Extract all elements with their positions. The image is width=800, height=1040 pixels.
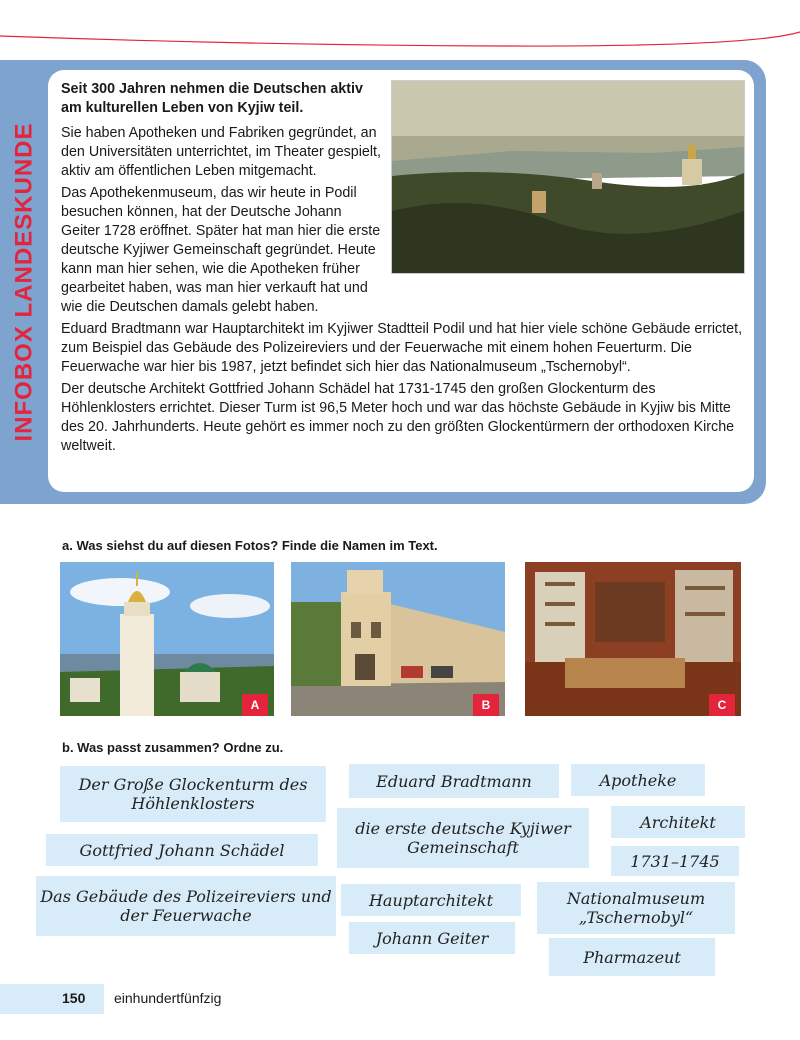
page-number-box xyxy=(0,984,104,1014)
match-card[interactable]: Hauptarchitekt xyxy=(341,884,521,916)
photo-label-a: A xyxy=(242,694,268,716)
photo-label-c: C xyxy=(709,694,735,716)
match-card[interactable]: Der Große Glockenturm des Höhlenklosters xyxy=(60,766,326,822)
match-card[interactable]: Nationalmuseum „Tschernobyl“ xyxy=(537,882,735,934)
page-number-word: einhundertfünfzig xyxy=(114,990,222,1006)
infobox-paragraph: Sie haben Apotheken und Fabriken gegründet, an den Universitäten unterrichtet, im Theater gespielt, aktiv am öffentlichen Leben mitgemacht. xyxy=(61,125,381,179)
photo-a xyxy=(60,562,274,716)
match-card[interactable]: 1731–1745 xyxy=(611,846,739,876)
photo-b xyxy=(291,562,505,716)
pharmacy-museum-photo xyxy=(525,562,741,716)
match-card[interactable]: Pharmazeut xyxy=(549,938,715,976)
match-card[interactable]: Architekt xyxy=(611,806,745,838)
task-a-heading: a. Was siehst du auf diesen Fotos? Finde die Namen im Text. xyxy=(62,538,438,553)
photo-label-b: B xyxy=(473,694,499,716)
kyiv-panorama-photo xyxy=(391,80,745,274)
infobox-paragraph: Das Apothekenmuseum, das wir heute in Podil besuchen können, hat der Deutsche Johann Geiter 1728 eröffnet. Später hat man hier die erste deutsche Kyjiwer Gemeinschaft gegründet. Heute kann man hier sehen, wie die Apotheken früher gearbeitet haben, was man hier verkauft hat und wie die Deutschen damals gelebt haben. xyxy=(61,185,381,315)
match-card[interactable]: Apotheke xyxy=(571,764,705,796)
match-card[interactable]: die erste deutsche Kyjiwer Gemeinschaft xyxy=(337,808,589,868)
match-card[interactable]: Eduard Bradtmann xyxy=(349,764,559,798)
infobox-text xyxy=(61,80,745,459)
photo-c xyxy=(525,562,741,716)
match-card[interactable]: Das Gebäude des Polizeireviers und der Feuerwache xyxy=(36,876,336,936)
top-decorative-line xyxy=(0,0,800,60)
fire-station-photo xyxy=(291,562,505,716)
infobox-title: INFOBOX LANDESKUNDE xyxy=(10,122,38,442)
infobox-lead: Seit 300 Jahren nehmen die Deutschen aktiv am kulturellen Leben von Kyjiw teil. xyxy=(61,81,363,116)
task-b-heading: b. Was passt zusammen? Ordne zu. xyxy=(62,740,284,755)
infobox-paragraph: Eduard Bradtmann war Hauptarchitekt im Kyjiwer Stadtteil Podil und hat hier viele schöne Gebäude errictet, zum Beispiel das Gebäude des Polizeireviers und der Feuerwache mit einem hohen Feuerturm. Die Feuerwache war hier bis 1987, jetzt befindet sich hier das Nationalmuseum „Tschernobyl“. xyxy=(61,321,743,375)
bell-tower-photo xyxy=(60,562,274,716)
match-card[interactable]: Johann Geiter xyxy=(349,922,515,954)
infobox-side-label xyxy=(0,60,48,504)
infobox-paragraph: Der deutsche Architekt Gottfried Johann Schädel hat 1731-1745 den großen Glockenturm des Höhlenklosters errichtet. Dieser Turm ist 96,5 Meter hoch und war das höchste Gebäude in Kyjiw bis Mitte des 20. Jahrhunderts. Heute gehört es immer noch zu den größten Glockentürmern der orthodoxen Kirche weltweit. xyxy=(61,381,735,454)
match-card[interactable]: Gottfried Johann Schädel xyxy=(46,834,318,866)
page-number: 150 xyxy=(62,990,86,1006)
